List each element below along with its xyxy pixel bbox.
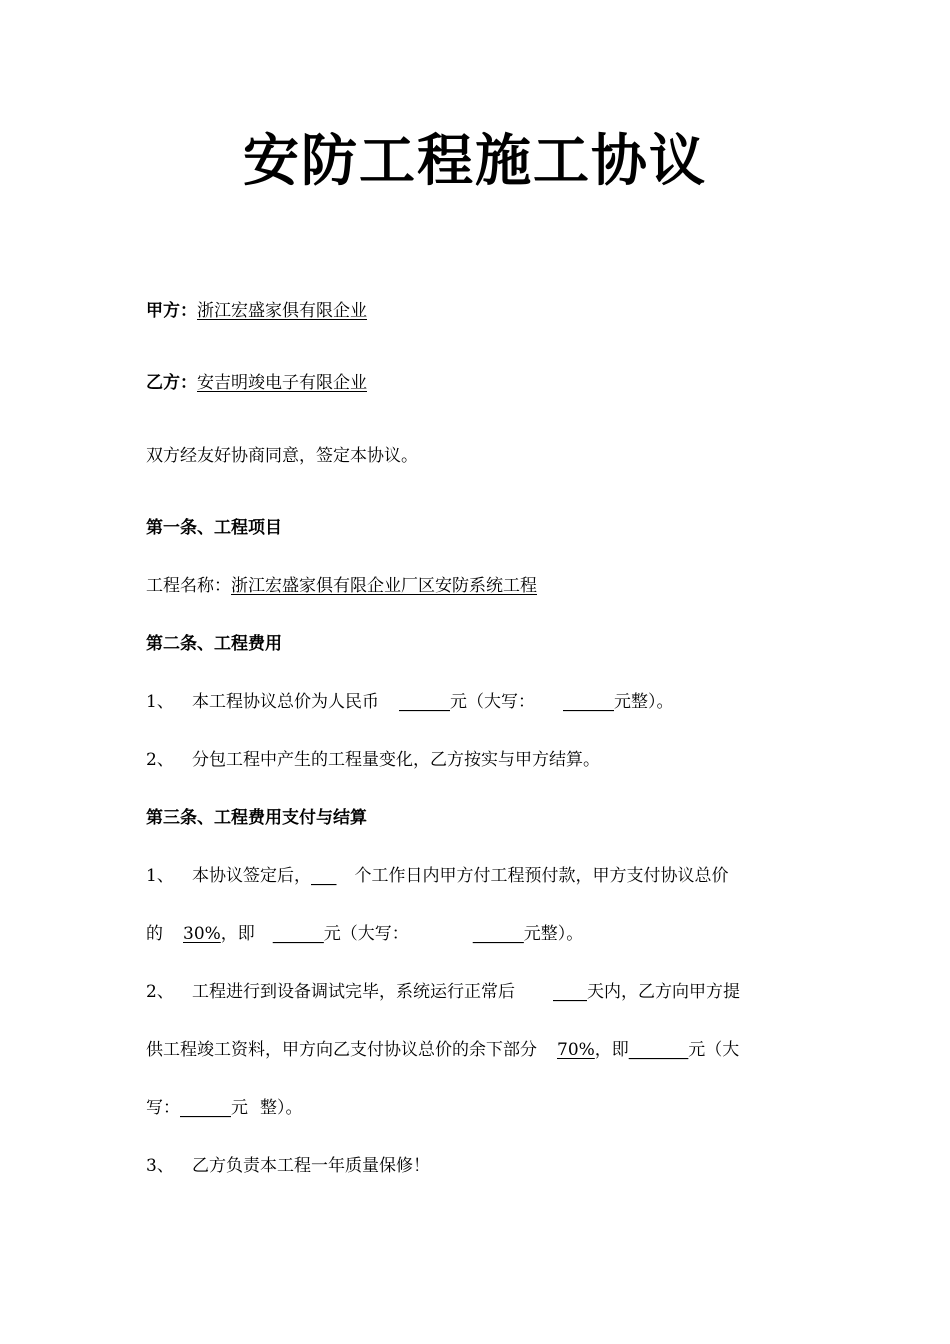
item-number: 1、	[146, 692, 174, 712]
project-label: 工程名称：	[146, 576, 231, 596]
advance-caps-blank: ______	[472, 924, 524, 944]
article-3-heading: 第三条、工程费用支付与结算	[146, 808, 367, 828]
advance-percent: 30%	[183, 924, 221, 944]
balance-amount-blank: _______	[628, 1040, 689, 1060]
article-2-heading: 第二条、工程费用	[146, 634, 282, 654]
balance-percent: 70%	[557, 1040, 595, 1060]
item-text: 天内，乙方向甲方提	[587, 982, 740, 1002]
item-text: 元（大	[688, 1040, 740, 1060]
party-a-label: 甲方：	[146, 301, 197, 321]
article-3-item-1-cont	[146, 921, 583, 947]
document-title: 安防工程施工协议	[243, 129, 707, 194]
item-text: 本协议签定后，	[192, 866, 311, 886]
item-text: 乙方负责本工程一年质量保修！	[192, 1156, 430, 1176]
item-number: 1、	[146, 866, 174, 886]
item-text: 供工程竣工资料，甲方向乙支付协议总价的余下部分	[146, 1040, 537, 1060]
article-2-item-2	[146, 747, 600, 773]
item-number: 2、	[146, 982, 174, 1002]
item-text: 元整）。	[614, 692, 674, 712]
total-amount-caps-blank: ______	[563, 692, 614, 712]
item-text: 元整）。	[523, 924, 584, 944]
item-text: ，即	[220, 924, 255, 944]
article-3-item-2-cont-2	[146, 1095, 303, 1121]
advance-amount-blank: ______	[272, 924, 324, 944]
party-b-label: 乙方：	[146, 373, 197, 393]
item-text: 整）。	[260, 1098, 303, 1118]
party-a-line	[146, 298, 367, 324]
item-text: 写：	[146, 1098, 180, 1118]
item-text: 的	[146, 924, 163, 944]
project-name-line	[146, 573, 537, 599]
item-text: 元（大写：	[450, 692, 535, 712]
article-2-item-1	[146, 689, 674, 715]
item-number: 2、	[146, 750, 174, 770]
party-b-name: 安吉明竣电子有限企业	[197, 373, 367, 393]
item-text: ，即	[594, 1040, 629, 1060]
working-days-blank: ___	[311, 866, 337, 886]
article-3-item-2	[146, 979, 740, 1005]
article-3-item-3	[146, 1153, 430, 1179]
article-3-item-1	[146, 863, 729, 889]
article-1-heading: 第一条、工程项目	[146, 518, 282, 538]
item-text: 元（大写：	[323, 924, 409, 944]
item-text: 个工作日内甲方付工程预付款，甲方支付协议总价	[354, 866, 729, 886]
item-text: 分包工程中产生的工程量变化，乙方按实与甲方结算。	[192, 750, 600, 770]
total-amount-blank: ______	[399, 692, 450, 712]
item-text: 本工程协议总价为人民币	[192, 692, 379, 712]
balance-caps-blank: ______	[180, 1098, 231, 1118]
item-text: 元	[231, 1098, 248, 1118]
party-b-line	[146, 370, 367, 396]
item-number: 3、	[146, 1156, 174, 1176]
project-name: 浙江宏盛家俱有限企业厂区安防系统工程	[231, 576, 537, 596]
intro-line: 双方经友好协商同意，签定本协议。	[146, 446, 418, 466]
item-text: 工程进行到设备调试完毕，系统运行正常后	[192, 982, 515, 1002]
days-blank: ____	[553, 982, 587, 1002]
article-3-item-2-cont	[146, 1037, 739, 1063]
party-a-name: 浙江宏盛家俱有限企业	[197, 301, 367, 321]
